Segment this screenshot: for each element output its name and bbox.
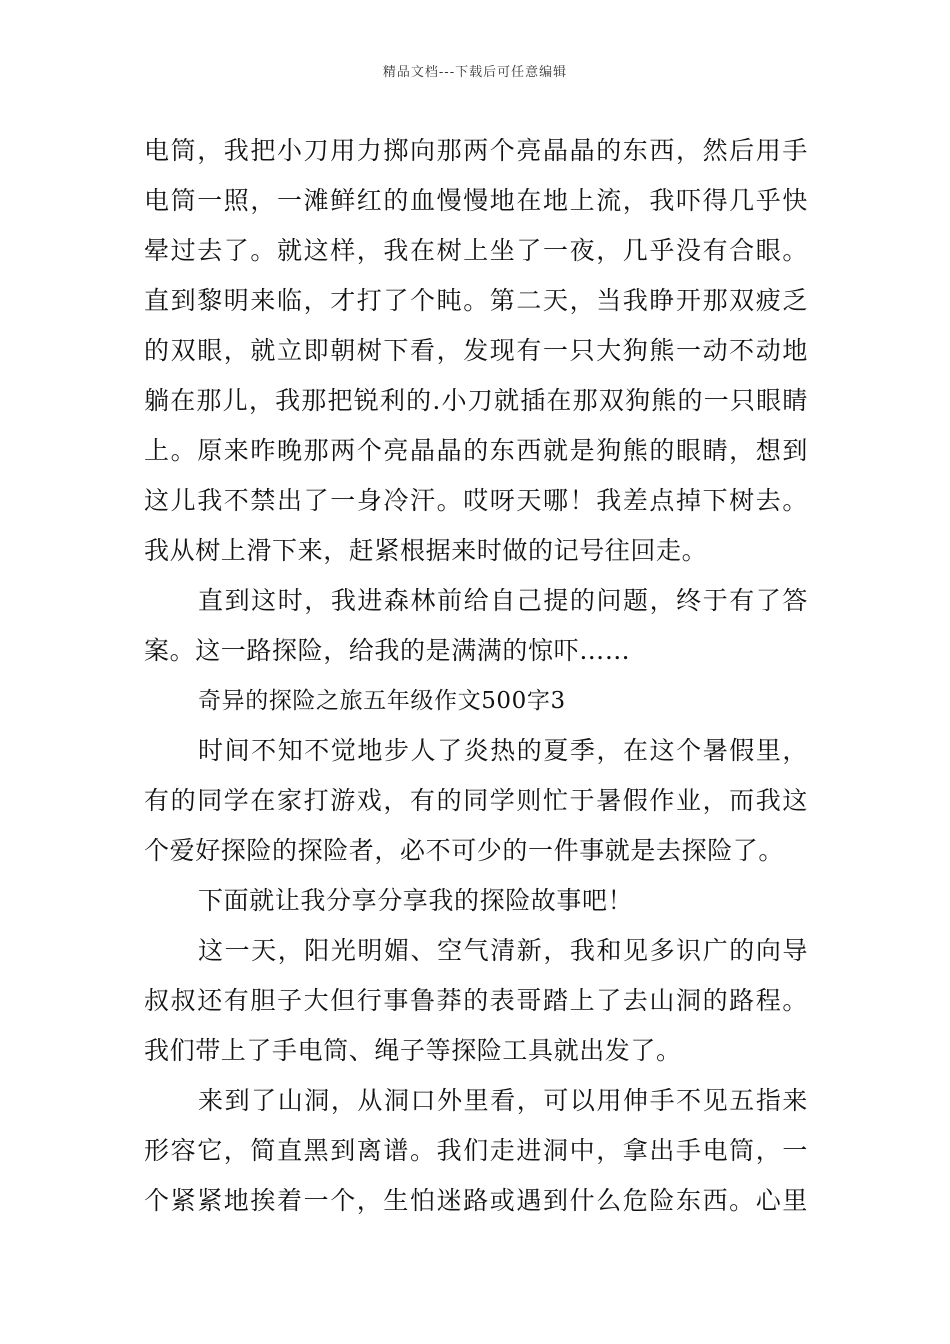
text-line: 电筒一照，一滩鲜红的血慢慢地在地上流，我吓得几乎快 bbox=[144, 186, 808, 215]
text-line: 的双眼，就立即朝树下看，发现有一只大狗熊一动不动地 bbox=[144, 336, 808, 365]
page-header: 精品文档---下载后可任意编辑 bbox=[382, 65, 568, 80]
text-line: 直到这时，我进森林前给自己提的问题，终于有了答 bbox=[198, 586, 808, 615]
text-line: 下面就让我分享分享我的探险故事吧！ bbox=[198, 886, 634, 915]
text-line: 直到黎明来临，才打了个盹。第二天，当我睁开那双疲乏 bbox=[144, 286, 808, 315]
text-line: 叔叔还有胆子大但行事鲁莽的表哥踏上了去山洞的路程。 bbox=[144, 986, 808, 1015]
text-line: 上。原来昨晚那两个亮晶晶的东西就是狗熊的眼睛，想到 bbox=[144, 436, 808, 465]
text-line: 电筒，我把小刀用力掷向那两个亮晶晶的东西，然后用手 bbox=[144, 136, 808, 165]
text-line: 有的同学在家打游戏，有的同学则忙于暑假作业，而我这 bbox=[144, 786, 808, 815]
text-line: 这儿我不禁出了一身冷汗。哎呀天哪！我差点掉下树去。 bbox=[144, 486, 808, 515]
text-line: 我从树上滑下来，赶紧根据来时做的记号往回走。 bbox=[144, 536, 708, 565]
text-line: 晕过去了。就这样，我在树上坐了一夜，几乎没有合眼。 bbox=[144, 236, 808, 265]
text-line: 个紧紧地挨着一个，生怕迷路或遇到什么危险东西。心里 bbox=[144, 1186, 808, 1215]
text-line: 这一天，阳光明媚、空气清新，我和见多识广的向导 bbox=[198, 936, 808, 965]
text-line: 案。这一路探险，给我的是满满的惊吓…… bbox=[144, 636, 631, 665]
document-body bbox=[144, 126, 808, 1226]
text-line: 形容它，简直黑到离谱。我们走进洞中，拿出手电筒，一 bbox=[144, 1136, 808, 1165]
text-line: 时间不知不觉地步人了炎热的夏季，在这个暑假里， bbox=[198, 736, 808, 765]
text-line: 个爱好探险的探险者，必不可少的一件事就是去探险了。 bbox=[144, 836, 785, 865]
text-line: 来到了山洞，从洞口外里看，可以用伸手不见五指来 bbox=[198, 1086, 808, 1115]
text-line: 躺在那儿，我那把锐利的.小刀就插在那双狗熊的一只眼睛 bbox=[144, 386, 808, 415]
section-heading: 奇异的探险之旅五年级作文500字3 bbox=[198, 688, 566, 714]
text-line: 我们带上了手电筒、绳子等探险工具就出发了。 bbox=[144, 1036, 682, 1065]
